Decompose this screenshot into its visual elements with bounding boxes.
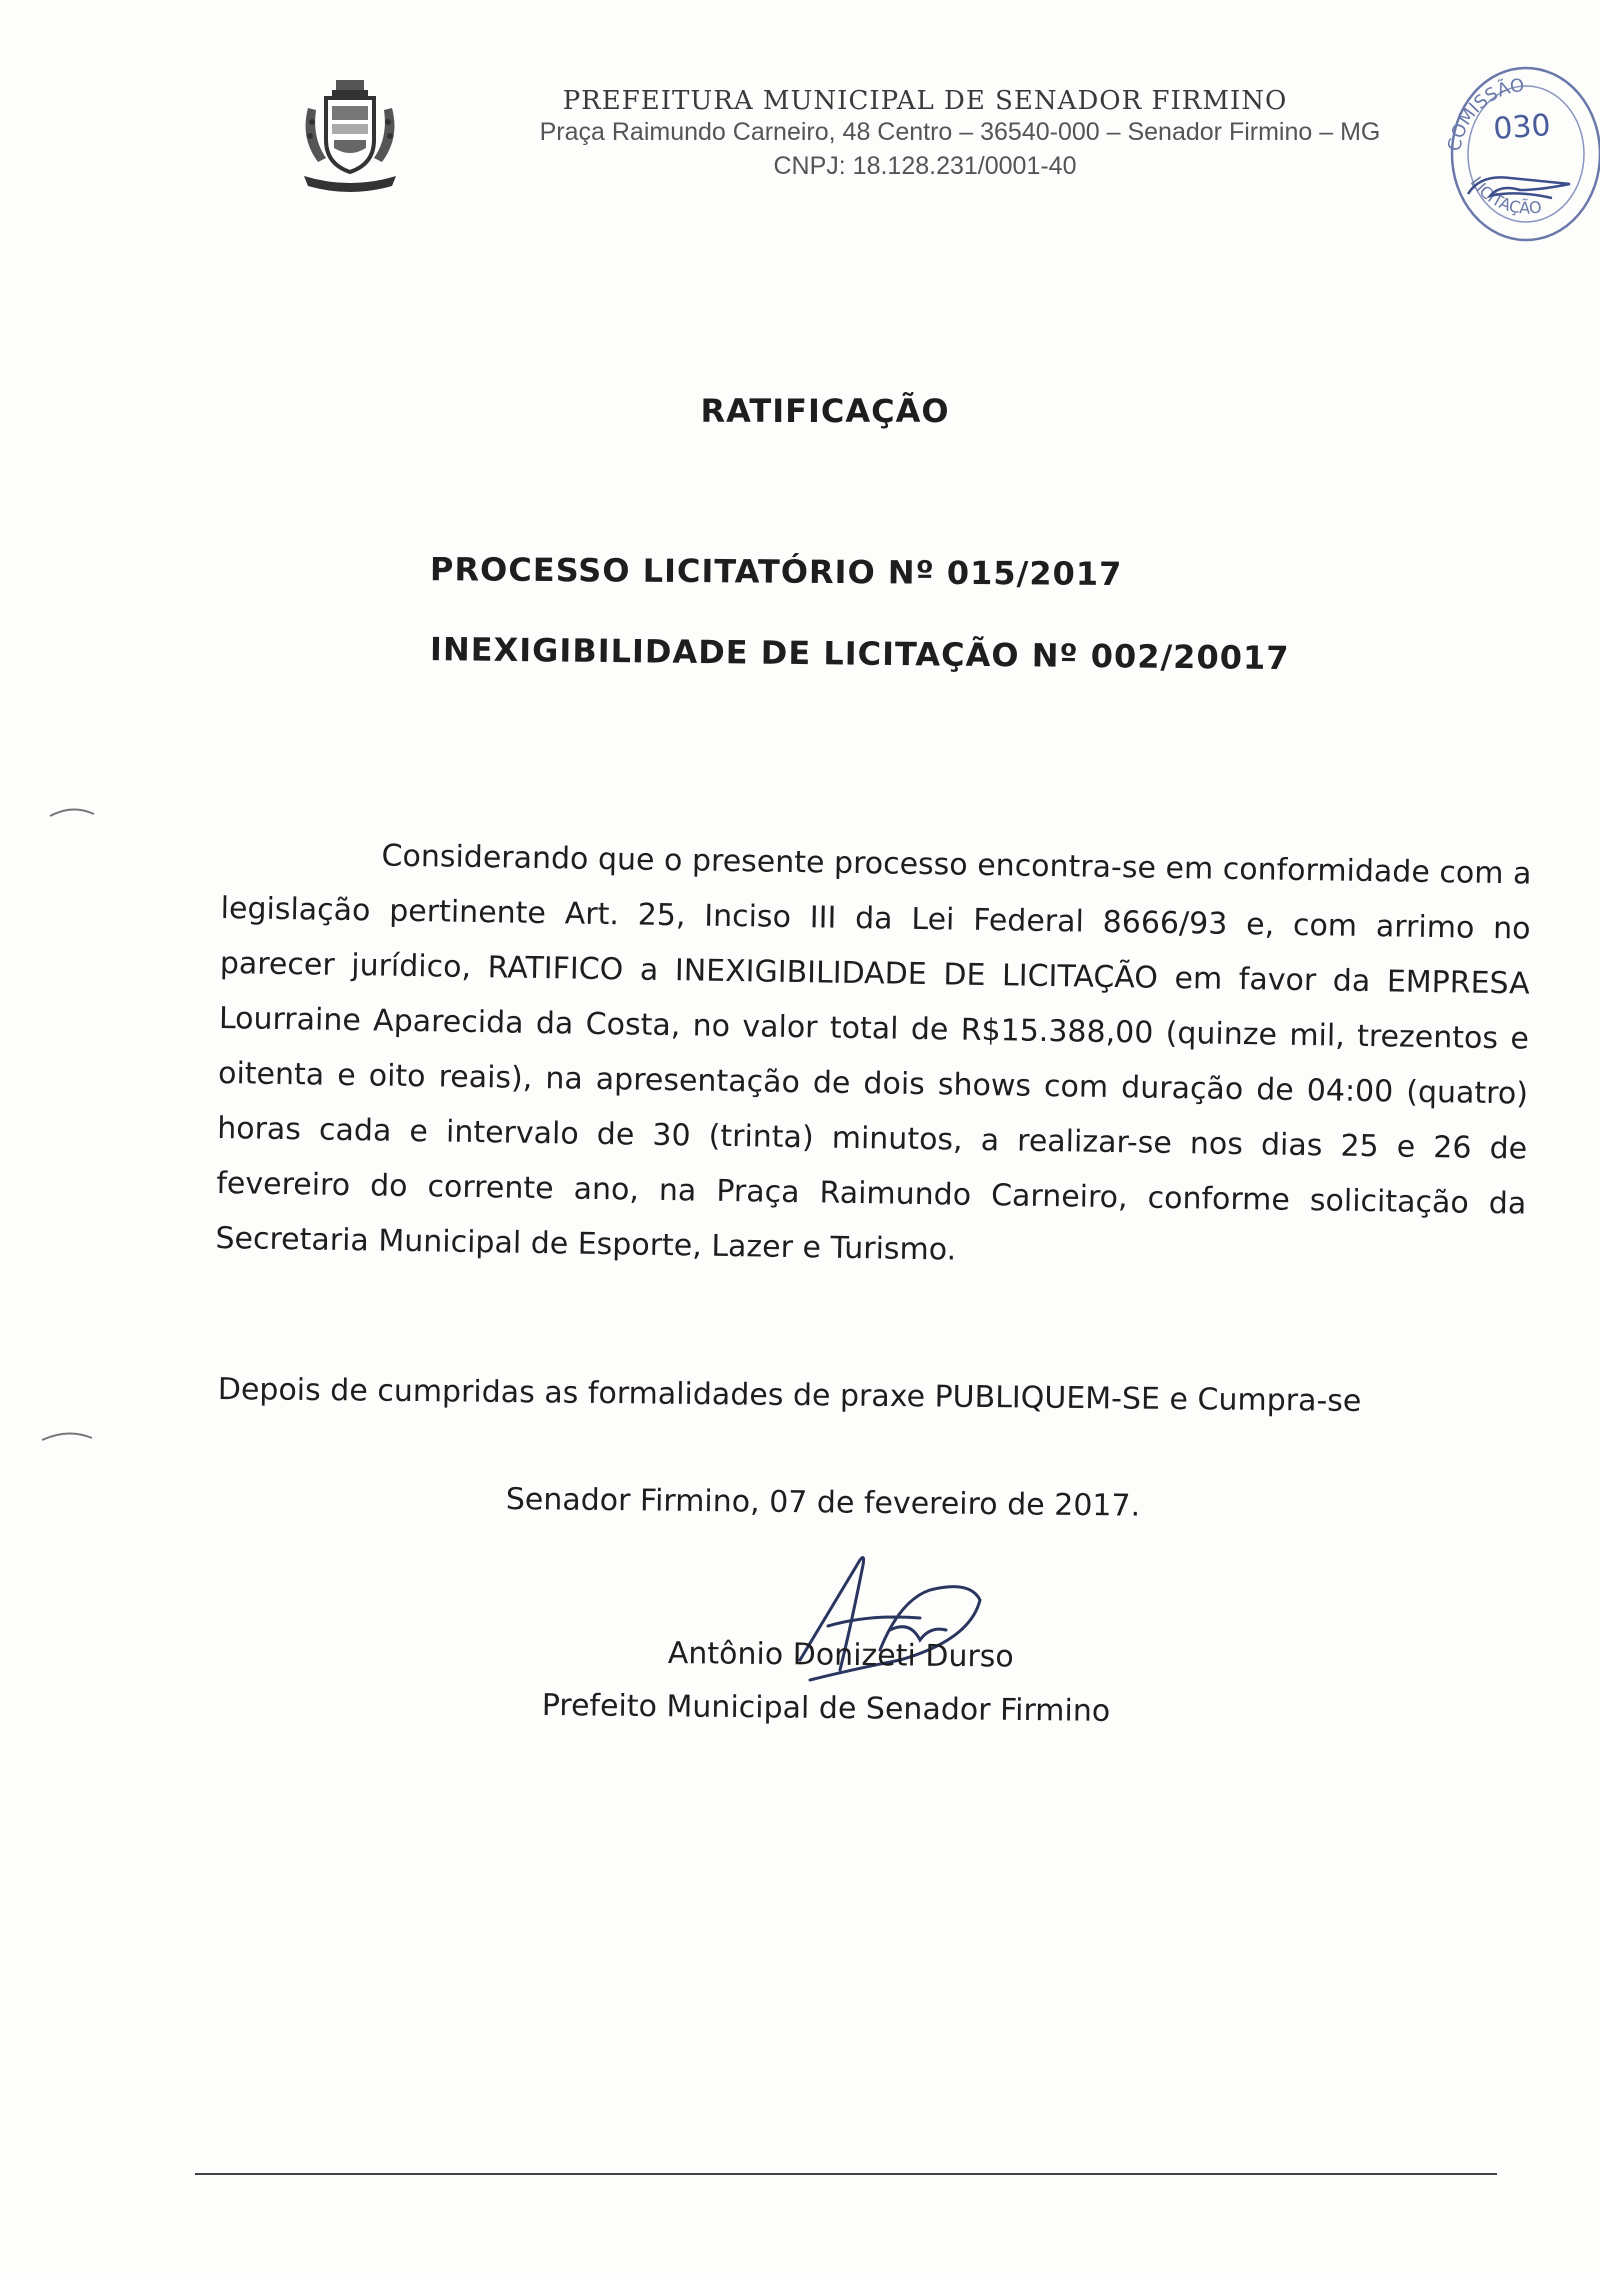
closing-statement: Depois de cumpridas as formalidades de praxe PUBLIQUEM-SE e Cumpra-se [217, 1372, 1362, 1419]
date-line: Senador Firmino, 07 de fevereiro de 2017. [505, 1482, 1141, 1524]
letterhead [0, 0, 1600, 200]
commission-stamp-icon [1440, 62, 1600, 248]
ratification-body: Considerando que o presente processo encontra-se em conformidade com a legislação pertinente Art. 25, Inciso III da Lei Federal 8666/93 e, com arrimo no parecer jurídico, RATIFICO a INEXIGIBILIDADE DE LICITAÇÃO em favor da EMPRESA Lourraine Aparecida da Costa, no valor total de R$15.388,00 (quinze mil, trezentos e oitenta e oito reais), na apresentação de dois shows com duração de 04:00 (quatro) horas cada e intervalo de 30 (trinta) minutos, a realizar-se nos dias 25 e 26 de fevereiro do corrente ano, na Praça Raimundo Carneiro, conforme solicitação da Secretaria Municipal de Esporte, Lazer e Turismo. [215, 838, 1532, 1268]
stamp-number: 030 [1492, 108, 1552, 147]
institution-address: Praça Raimundo Carneiro, 48 Centro – 36540-000 – Senador Firmino – MG [539, 118, 1381, 146]
signatory-title: Prefeito Municipal de Senador Firmino [541, 1688, 1111, 1729]
scan-margin-mark [40, 1426, 96, 1446]
scan-margin-mark [48, 802, 98, 822]
institution-cnpj: CNPJ: 18.128.231/0001-40 [773, 152, 1077, 180]
stamp-bottom-text: LICITAÇÃO [1466, 173, 1543, 218]
footer-divider [195, 2172, 1497, 2176]
inexigibility-number: INEXIGIBILIDADE DE LICITAÇÃO Nº 002/20017 [429, 630, 1290, 678]
handwritten-signature-icon [770, 1530, 1000, 1700]
institution-name: PREFEITURA MUNICIPAL DE SENADOR FIRMINO [562, 86, 1288, 116]
document-title: RATIFICAÇÃO [700, 392, 950, 430]
municipal-coat-of-arms-icon [298, 78, 402, 196]
process-number: PROCESSO LICITATÓRIO Nº 015/2017 [429, 550, 1123, 594]
signatory-name: Antônio Donizeti Durso [667, 1636, 1014, 1675]
stamp-top-text: COMISSÃO [1444, 74, 1526, 153]
